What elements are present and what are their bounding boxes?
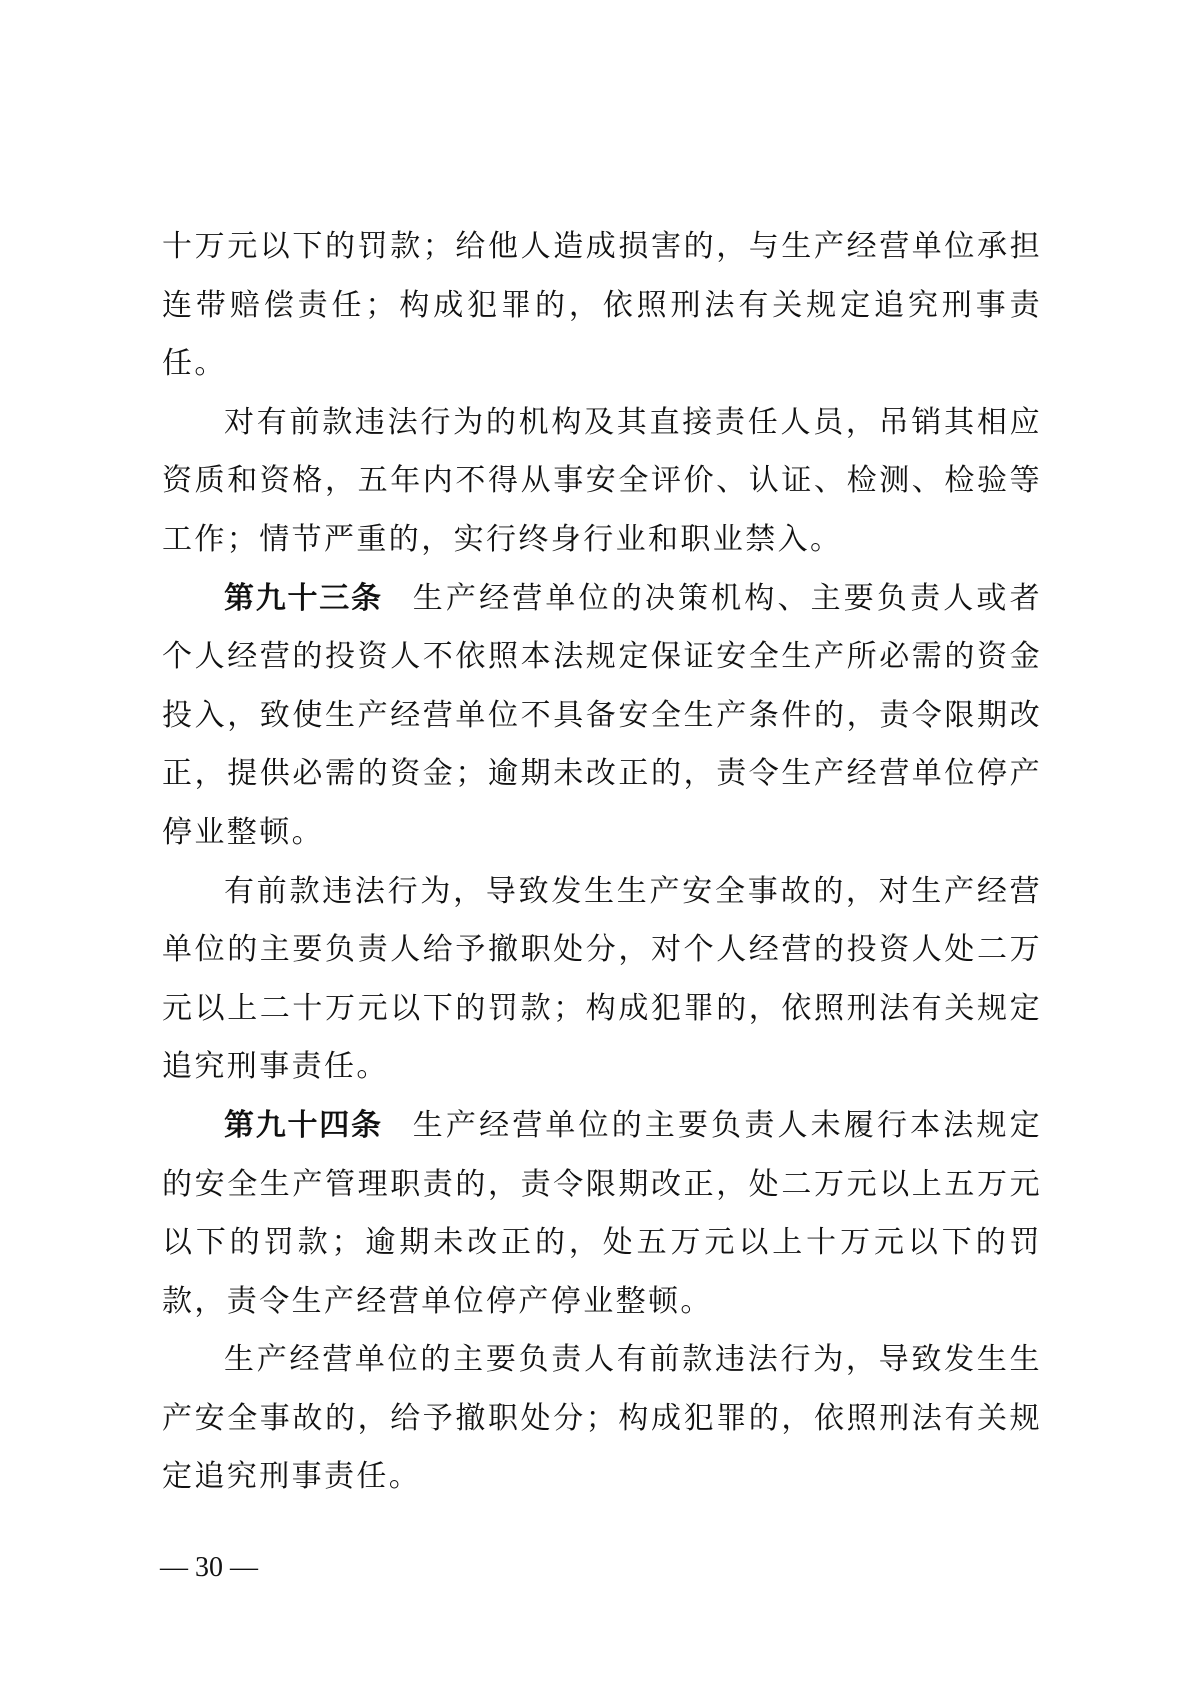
paragraph-4 bbox=[162, 863, 1042, 1097]
paragraph-text: 十万元以下的罚款；给他人造成损害的，与生产经营单位承担连带赔偿责任；构成犯罪的，依照刑法有关规定追究刑事责任。 bbox=[162, 229, 1042, 382]
paragraph-text: 生产经营单位的决策机构、主要负责人或者个人经营的投资人不依照本法规定保证安全生产所必需的资金投入，致使生产经营单位不具备安全生产条件的，责令限期改正，提供必需的资金；逾期未改正的，责令生产经营单位停产停业整顿。 bbox=[162, 580, 1042, 850]
paragraph-2 bbox=[162, 394, 1042, 570]
paragraph-text: 生产经营单位的主要负责人有前款违法行为，导致发生生产安全事故的，给予撤职处分；构成犯罪的，依照刑法有关规定追究刑事责任。 bbox=[162, 1342, 1042, 1495]
page-number: — 30 — bbox=[160, 1552, 258, 1583]
article-number: 第九十四条 bbox=[224, 1107, 383, 1143]
paragraph-text: 对有前款违法行为的机构及其直接责任人员，吊销其相应资质和资格，五年内不得从事安全评价、认证、检测、检验等工作；情节严重的，实行终身行业和职业禁入。 bbox=[162, 404, 1042, 557]
article-94 bbox=[162, 1097, 1042, 1331]
paragraph-6 bbox=[162, 1331, 1042, 1507]
article-93 bbox=[162, 570, 1042, 863]
paragraph-text: 有前款违法行为，导致发生生产安全事故的，对生产经营单位的主要负责人给予撤职处分，对个人经营的投资人处二万元以上二十万元以下的罚款；构成犯罪的，依照刑法有关规定追究刑事责任。 bbox=[162, 873, 1042, 1085]
article-number: 第九十三条 bbox=[224, 580, 383, 616]
paragraph-1 bbox=[162, 218, 1042, 394]
body-text bbox=[162, 218, 1042, 1507]
paragraph-text: 生产经营单位的主要负责人未履行本法规定的安全生产管理职责的，责令限期改正，处二万元以上五万元以下的罚款；逾期未改正的，处五万元以上十万元以下的罚款，责令生产经营单位停产停业整顿。 bbox=[162, 1107, 1042, 1319]
